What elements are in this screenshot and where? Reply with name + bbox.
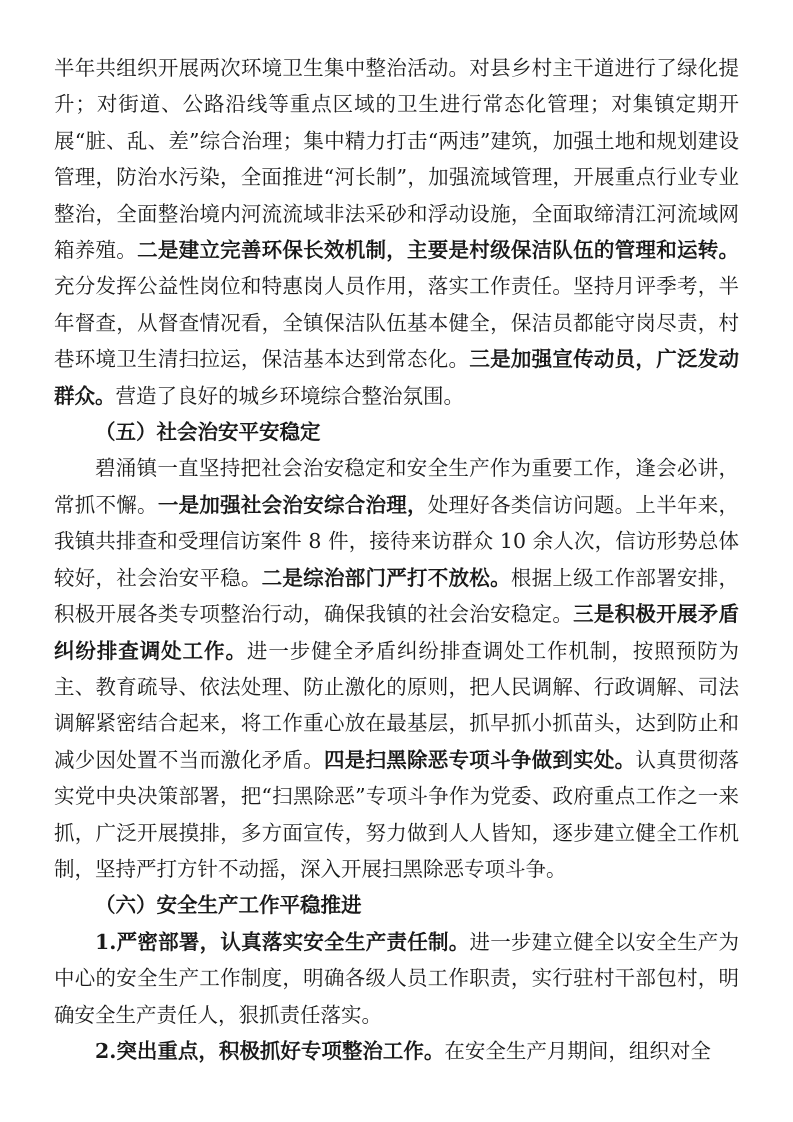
section-heading-6: （六）安全生产工作平稳推进 <box>95 893 362 918</box>
bold-item-1: 1.严密部署，认真落实安全生产责任制。 <box>95 929 470 954</box>
paragraph-text: 充分发挥公益性岗位和特惠岗人员作用，落实工作责任。坚持月评季考，半年督查，从督查情况看，全镇保洁队伍基本健全，保洁员都能守岗尽责，村巷环境卫生清扫拉运，保洁基本达到常态化。 <box>54 274 739 372</box>
paragraph-text: 认真贯彻落实党中央决策部署，把“扫黑除恶”专项斗争作为党委、政府重点工作之一来抓，广泛开展摸排，多方面宣传，努力做到人人皆知，逐步建立健全工作机制，坚持严打方针不动摇，深入开展扫黑除恶专项斗争。 <box>54 747 739 881</box>
document-body <box>54 50 739 1069</box>
bold-point-three: 三是积极开展矛盾纠纷排查调处工作。 <box>54 602 739 663</box>
paragraph-text: 处理好各类信访问题。上半年来，我镇共排查和受理信访案件 8 件，接待来访群众 10 余人次，信访形势总体较好，社会治安平稳。 <box>54 492 739 590</box>
paragraph-text: 进一步健全矛盾纠纷排查调处工作机制，按照预防为主、教育疏导、依法处理、防止激化的原则，把人民调解、行政调解、司法调解紧密结合起来，将工作重心放在最基层，抓早抓小抓苗头，达到防止和减少因处置不当而激化矛盾。 <box>54 638 740 772</box>
paragraph-text: 半年共组织开展两次环境卫生集中整治活动。对县乡村主干道进行了绿化提升；对街道、公路沿线等重点区域的卫生进行常态化管理；对集镇定期开展“脏、乱、差”综合治理；集中精力打击“两违”建筑，加强土地和规划建设管理，防治水污染，全面推进“河长制”，加强流域管理，开展重点行业专业整治，全面整治境内河流流域非法采砂和浮动设施，全面取缔清江河流域网箱养殖。 <box>54 56 739 263</box>
paragraph-responsibility <box>54 924 739 1033</box>
paragraph-public-security <box>54 450 739 887</box>
paragraph-text: 根据上级工作部署安排，积极开展各类专项整治行动，确保我镇的社会治安稳定。 <box>54 565 739 627</box>
section-heading-5: （五）社会治安平安稳定 <box>95 420 321 445</box>
paragraph-text: 在安全生产月期间，组织对全 <box>444 1038 711 1063</box>
bold-item-2: 2.突出重点，积极抓好专项整治工作。 <box>95 1038 445 1063</box>
paragraph-environment <box>54 50 739 414</box>
bold-point-two: 二是综治部门严打不放松。 <box>261 565 511 590</box>
paragraph-text: 营造了良好的城乡环境综合整治氛围。 <box>115 383 464 408</box>
bold-point-four: 四是扫黑除恶专项斗争做到实处。 <box>323 747 636 772</box>
paragraph-text: 碧涌镇一直坚持把社会治安稳定和安全生产作为重要工作，逢会必讲，常抓不懈。 <box>54 456 739 517</box>
bold-point-two: 二是建立完善环保长效机制，主要是村级保洁队伍的管理和运转。 <box>137 238 739 263</box>
paragraph-special-rectification <box>54 1033 739 1069</box>
bold-point-three: 三是加强宣传动员，广泛发动群众。 <box>54 347 739 408</box>
paragraph-text: 进一步建立健全以安全生产为中心的安全生产工作制度，明确各级人员工作职责，实行驻村干部包村，明确安全生产责任人，狠抓责任落实。 <box>54 929 740 1027</box>
bold-point-one: 一是加强社会治安综合治理， <box>157 492 428 517</box>
